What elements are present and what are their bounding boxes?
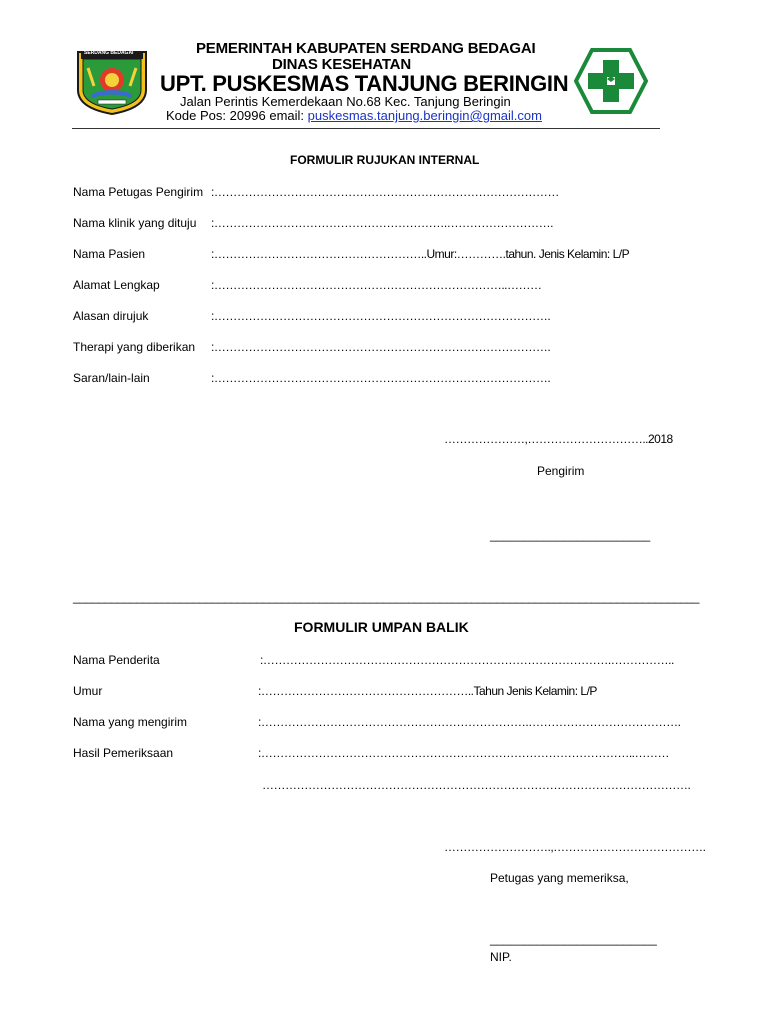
form2-label-sender: Nama yang mengirim [73, 715, 188, 729]
form1-label-suggestion: Saran/lain-lain [73, 371, 150, 385]
form1-label-therapy: Therapi yang diberikan [73, 340, 196, 354]
form2-examiner-caption: Petugas yang memeriksa, [490, 871, 629, 885]
form1-field-patient[interactable]: :………………………………………………..Umur:………….tahun. Jenis Kelamin: L/P [211, 247, 630, 261]
header-address: Jalan Perintis Kemerdekaan No.68 Kec. Tanjung Beringin [180, 94, 511, 109]
form2-label-age: Umur [73, 684, 103, 698]
form1-field-sender[interactable]: :……………………………………………………………………………… [211, 185, 559, 199]
form2-signature-line[interactable]: _________________________ [490, 932, 657, 946]
form2-nip: NIP. [490, 950, 512, 964]
form1-label-patient: Nama Pasien [73, 247, 146, 261]
form1-label-address: Alamat Lengkap [73, 278, 160, 292]
regency-logo-icon [72, 46, 152, 116]
form2-label-result: Hasil Pemeriksaan [73, 746, 174, 760]
form1-field-clinic[interactable]: :…………………………………………………….………………………. [211, 216, 554, 230]
form1-signature-line[interactable]: ________________________ [490, 528, 651, 542]
form1-field-address[interactable]: :…………………………………………………………………..……… [211, 278, 542, 292]
header-line-3: UPT. PUSKESMAS TANJUNG BERINGIN [160, 71, 569, 96]
email-link[interactable]: puskesmas.tanjung.beringin@gmail.com [307, 108, 542, 123]
form1-field-therapy[interactable]: :……………………………………………………………………………. [211, 340, 551, 354]
form1-field-reason[interactable]: :……………………………………………………………………………. [211, 309, 551, 323]
header-line-1: PEMERINTAH KABUPATEN SERDANG BEDAGAI [196, 40, 536, 57]
postal-email-prefix: Kode Pos: 20996 email: [166, 108, 308, 123]
form1-date-line[interactable]: …………………,…………………………..2018 [444, 432, 673, 446]
header-divider [72, 128, 660, 129]
form2-field-patient[interactable]: :……………………………………………………………………………….…………….. [260, 653, 674, 667]
form2-field-age[interactable]: :………………………………………………..Tahun Jenis Kelamin: L/P [258, 684, 597, 698]
form1-label-reason: Alasan dirujuk [73, 309, 149, 323]
form1-label-sender: Nama Petugas Pengirim [73, 185, 204, 199]
form2-label-patient: Nama Penderita [73, 653, 160, 667]
header-line-2: DINAS KESEHATAN [272, 56, 411, 73]
form2-title: FORMULIR UMPAN BALIK [294, 619, 469, 635]
logo-caption: SERDANG BEDAGAI [84, 50, 134, 56]
form2-field-result-extra[interactable]: …………………………………………………………………………………………………. [262, 778, 691, 792]
section-separator: ___________________________________________________________________________________________________ [73, 590, 700, 604]
form1-title: FORMULIR RUJUKAN INTERNAL [290, 153, 480, 167]
puskesmas-logo-icon [574, 48, 648, 114]
form2-date-line[interactable]: ……………………….,…………………………………. [444, 840, 706, 854]
form1-label-clinic: Nama klinik yang dituju [73, 216, 197, 230]
header-contact [166, 108, 542, 123]
form1-field-suggestion[interactable]: :……………………………………………………………………………. [211, 371, 551, 385]
form2-field-sender[interactable]: :…………………………………………………………….…………………………………. [258, 715, 681, 729]
form1-sender-caption: Pengirim [537, 464, 585, 478]
form2-field-result[interactable]: :……………………………………………………………………………………..……… [258, 746, 670, 760]
